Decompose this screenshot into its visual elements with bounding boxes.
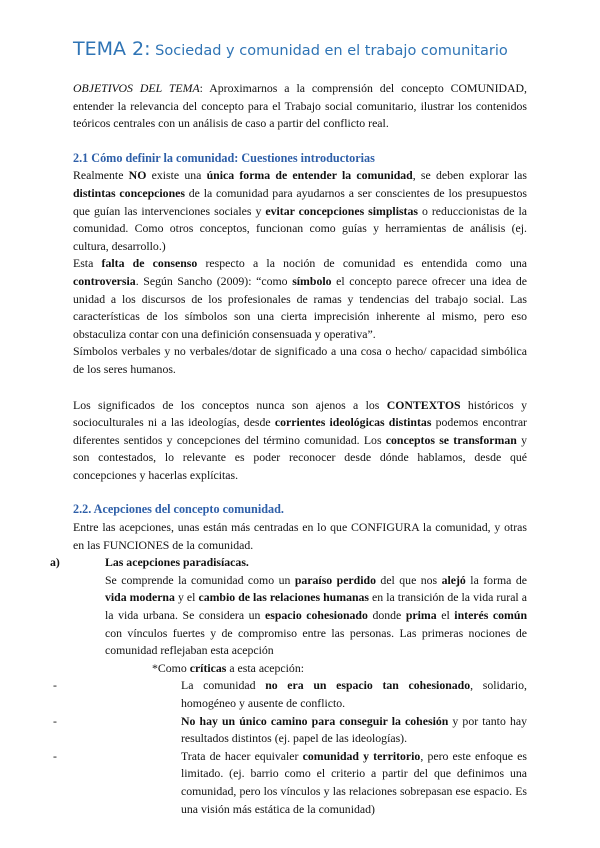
section-1-paragraph-1: Realmente NO existe una única forma de entender la comunidad, se deben explorar las distintas concepciones de la comunidad para ayudarnos a ser conscientes de los presupuestos que guían las intervenciones sociales y evitar concepciones simplistas o reduccionistas de la comunidad. Como otros conceptos, funcionan como guías y herramientas de análisis (ej. cultura, desarrollo.) [73,168,528,253]
page-title [73,38,508,60]
title-prefix: TEMA 2: [73,38,151,60]
critic-item: - Trata de hacer equivaler comunidad y territorio, pero este enfoque es limitado. (ej. barrio como el criterio a partir del que definimos una comunidad, pero los vínculos y las relaciones sobrepasan ese espacio. Es una visión más estática de la comunidad) [53,748,527,816]
section-1-paragraph-2: Esta falta de consenso respecto a la noción de comunidad es entendida como una controversia. Según Sancho (2009): “como símbolo el concepto parece ofrecer una idea de unidad a los discursos de los profesionales de ramas y tendencias del trabajo social. Las características de los símbolos son una cierta imprecisión inherente al mismo, pero eso obstaculiza contar con una definición consensuada y operativa”. [73,256,528,341]
section-1-paragraph-4: Los significados de los conceptos nunca son ajenos a los CONTEXTOS históricos y socioculturales ni a las ideologías, desde corrientes ideológicas distintas podemos encontrar diferentes sentidos y concepciones del término comunidad. Los conceptos se transforman y son contestados, lo relevante es poder reconocer desde dónde hablamos, desde qué concepciones y hacerlas explícitas. [73,397,527,482]
critic-item: - No hay un único camino para conseguir la cohesión y por tanto hay resultados distintos (ej. papel de las ideologías). [53,713,527,746]
item-a-text: Se comprende la comunidad como un paraíso perdido del que nos alejó la forma de vida moderna y el cambio de las relaciones humanas en la transición de la vida rural a la vida urbana. Se considera un espacio cohesionado donde prima el interés común con vínculos fuertes y de compromiso entre las personas. Las primeras nociones de comunidad reflejaban esta acepción [105,572,528,658]
section-2-intro: Entre las acepciones, unas están más centradas en lo que CONFIGURA la comunidad, y otras en las FUNCIONES de la comunidad. [73,520,527,552]
section-1-paragraph-3: Símbolos verbales y no verbales/dotar de significado a una cosa o hecho/ capacidad simbólica de los seres humanos. [73,344,527,376]
critic-item: - La comunidad no era un espacio tan cohesionado, solidario, homogéneo y ausente de conflicto. [53,678,527,710]
section-2-heading: 2.2. Acepciones del concepto comunidad. [73,502,284,517]
section-1-heading: 2.1 Cómo definir la comunidad: Cuestiones introductorias [73,150,375,165]
item-a-label: a) Las acepciones paradisíacas. [50,555,249,570]
objectives-paragraph: OBJETIVOS DEL TEMA: Aproximarnos a la comprensión del concepto COMUNIDAD, entender la relevancia del concepto para el Trabajo social comunitario, ilustrar los contenidos teóricos centrales con un análisis de caso a partir del conflicto real. [73,81,527,131]
title-rest: Sociedad y comunidad en el trabajo comunitario [150,43,508,59]
critics-intro: *Como críticas a esta acepción: [152,660,305,675]
document-body [50,80,528,818]
objectives-label: OBJETIVOS DEL TEMA [73,81,200,95]
